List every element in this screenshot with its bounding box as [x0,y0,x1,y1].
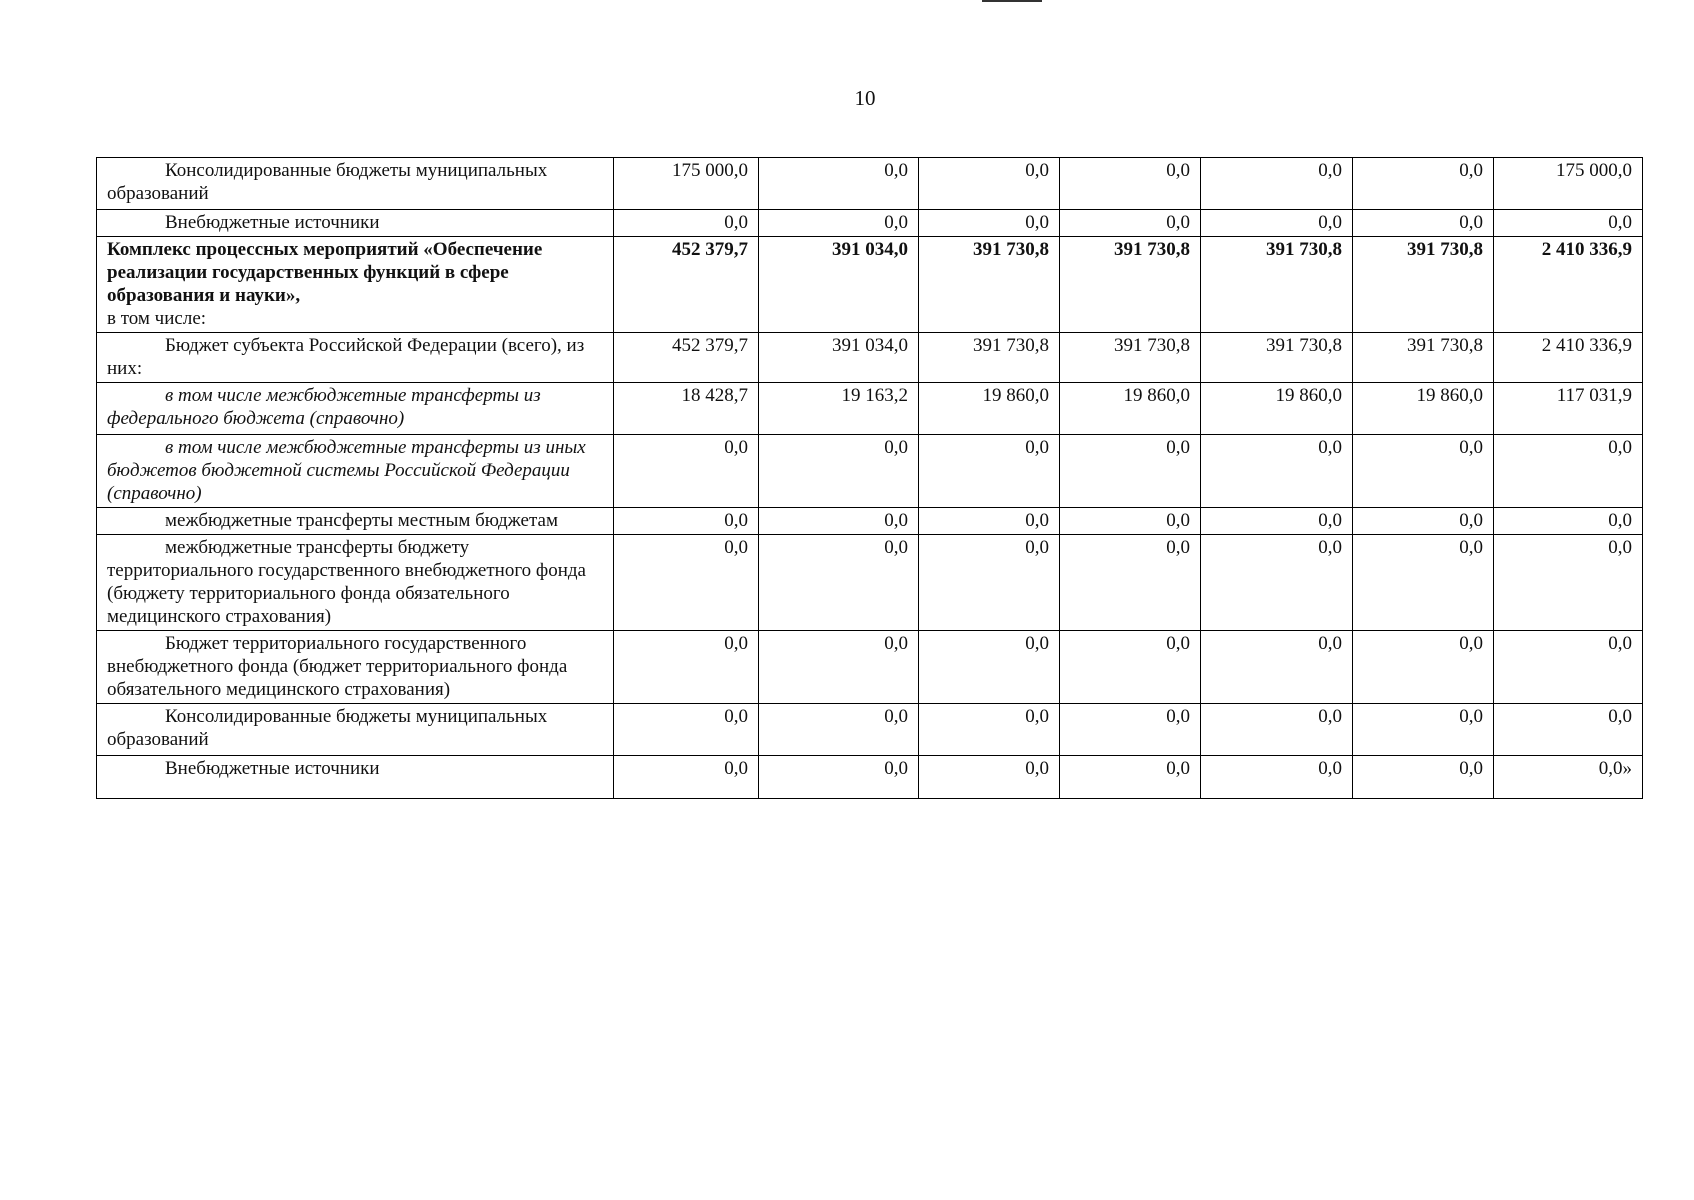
value-cell: 0,0 [1494,508,1643,535]
value-cell: 175 000,0 [614,158,759,210]
value-cell: 0,0 [759,210,919,237]
value-cell: 0,0 [1353,704,1494,756]
value-cell: 391 730,8 [1201,333,1353,383]
table-row [97,333,1643,383]
value-cell: 0,0 [759,435,919,508]
value-cell: 19 860,0 [1060,383,1201,435]
table-row [97,756,1643,799]
value-cell: 0,0 [1060,756,1201,799]
value-cell: 0,0 [1060,535,1201,631]
table-row [97,508,1643,535]
value-cell: 0,0 [759,631,919,704]
value-cell: 0,0 [1353,435,1494,508]
row-label [97,631,614,704]
row-label [97,435,614,508]
value-cell: 0,0 [759,158,919,210]
page-number: 10 [854,86,876,110]
table-row [97,158,1643,210]
row-label-suffix: в том числе: [107,308,207,329]
top-edge-mark [982,0,1042,2]
value-cell: 0,0 [919,158,1060,210]
value-cell: 0,0 [1060,508,1201,535]
row-label [97,210,614,237]
row-label-text: Комплекс процессных мероприятий «Обеспечение реализации государственных функций в сфере образования и науки», [107,239,543,306]
row-label-text: Бюджет субъекта Российской Федерации (всего), из них: [107,335,585,379]
value-cell: 18 428,7 [614,383,759,435]
value-cell: 0,0 [759,508,919,535]
row-label-text: Консолидированные бюджеты муниципальных образований [107,706,548,750]
value-cell: 391 730,8 [1060,237,1201,333]
row-label [97,158,614,210]
value-cell: 0,0 [1201,210,1353,237]
row-label-text: Консолидированные бюджеты муниципальных образований [107,160,548,204]
value-cell: 0,0 [1201,508,1353,535]
value-cell: 0,0 [1353,210,1494,237]
value-cell: 452 379,7 [614,333,759,383]
value-cell: 0,0 [1494,535,1643,631]
value-cell: 0,0 [919,535,1060,631]
row-label [97,535,614,631]
row-label [97,704,614,756]
value-cell: 0,0 [919,210,1060,237]
value-cell: 0,0 [919,704,1060,756]
value-cell: 391 034,0 [759,237,919,333]
value-cell: 0,0 [614,508,759,535]
value-cell: 0,0 [1201,704,1353,756]
table-row [97,535,1643,631]
value-cell: 0,0 [919,508,1060,535]
value-cell: 0,0 [1201,435,1353,508]
value-cell: 19 860,0 [1201,383,1353,435]
value-cell: 0,0 [919,435,1060,508]
row-label [97,237,614,333]
value-cell: 0,0 [1353,535,1494,631]
budget-table-body [97,158,1643,799]
value-cell: 0,0 [1494,435,1643,508]
table-row [97,631,1643,704]
row-label-text: Внебюджетные источники [165,212,380,233]
value-cell: 0,0 [614,756,759,799]
value-cell: 0,0 [1060,704,1201,756]
value-cell: 2 410 336,9 [1494,333,1643,383]
value-cell: 391 730,8 [919,333,1060,383]
value-cell: 0,0 [759,756,919,799]
table-row [97,237,1643,333]
row-label-text: Внебюджетные источники [165,758,380,779]
value-cell: 0,0 [1201,756,1353,799]
value-cell: 0,0 [919,756,1060,799]
table-row [97,210,1643,237]
value-cell: 391 730,8 [919,237,1060,333]
table-row [97,383,1643,435]
value-cell: 0,0 [919,631,1060,704]
row-label-text: межбюджетные трансферты бюджету территориального государственного внебюджетного фонда (бюджету территориального фонда обязательного медицинского страхования) [107,537,586,627]
value-cell: 0,0 [1494,210,1643,237]
row-label [97,508,614,535]
value-cell: 0,0 [614,631,759,704]
value-cell: 0,0 [759,704,919,756]
row-label-text: в том числе межбюджетные трансферты из федерального бюджета (справочно) [107,385,541,429]
budget-table [96,157,1643,799]
value-cell: 391 730,8 [1353,237,1494,333]
value-cell: 0,0 [614,704,759,756]
table-row [97,704,1643,756]
value-cell: 0,0 [759,535,919,631]
value-cell: 0,0 [1353,756,1494,799]
value-cell: 0,0 [1060,435,1201,508]
value-cell: 391 730,8 [1201,237,1353,333]
value-cell: 0,0 [614,535,759,631]
row-label [97,333,614,383]
value-cell: 0,0 [1494,631,1643,704]
value-cell: 0,0 [1353,158,1494,210]
value-cell: 175 000,0 [1494,158,1643,210]
row-label [97,383,614,435]
value-cell: 0,0 [1201,631,1353,704]
value-cell: 0,0 [1201,158,1353,210]
row-label-text: Бюджет территориального государственного внебюджетного фонда (бюджет территориального фонда обязательного медицинского страхования) [107,633,568,700]
value-cell: 117 031,9 [1494,383,1643,435]
value-cell: 0,0 [1353,631,1494,704]
value-cell: 0,0 [1060,631,1201,704]
value-cell: 0,0 [1060,158,1201,210]
value-cell: 19 860,0 [1353,383,1494,435]
row-label-text: в том числе межбюджетные трансферты из иных бюджетов бюджетной системы Российской Федерации (справочно) [107,437,586,504]
value-cell: 0,0 [1201,535,1353,631]
value-cell: 0,0 [1353,508,1494,535]
table-row [97,435,1643,508]
value-cell: 0,0 [614,210,759,237]
value-cell: 19 860,0 [919,383,1060,435]
value-cell: 0,0 [1494,704,1643,756]
value-cell: 0,0 [614,435,759,508]
row-label-text: межбюджетные трансферты местным бюджетам [165,510,558,531]
value-cell: 391 034,0 [759,333,919,383]
value-cell: 2 410 336,9 [1494,237,1643,333]
value-cell: 391 730,8 [1060,333,1201,383]
value-cell: 0,0» [1494,756,1643,799]
value-cell: 452 379,7 [614,237,759,333]
value-cell: 391 730,8 [1353,333,1494,383]
value-cell: 19 163,2 [759,383,919,435]
value-cell: 0,0 [1060,210,1201,237]
row-label [97,756,614,799]
